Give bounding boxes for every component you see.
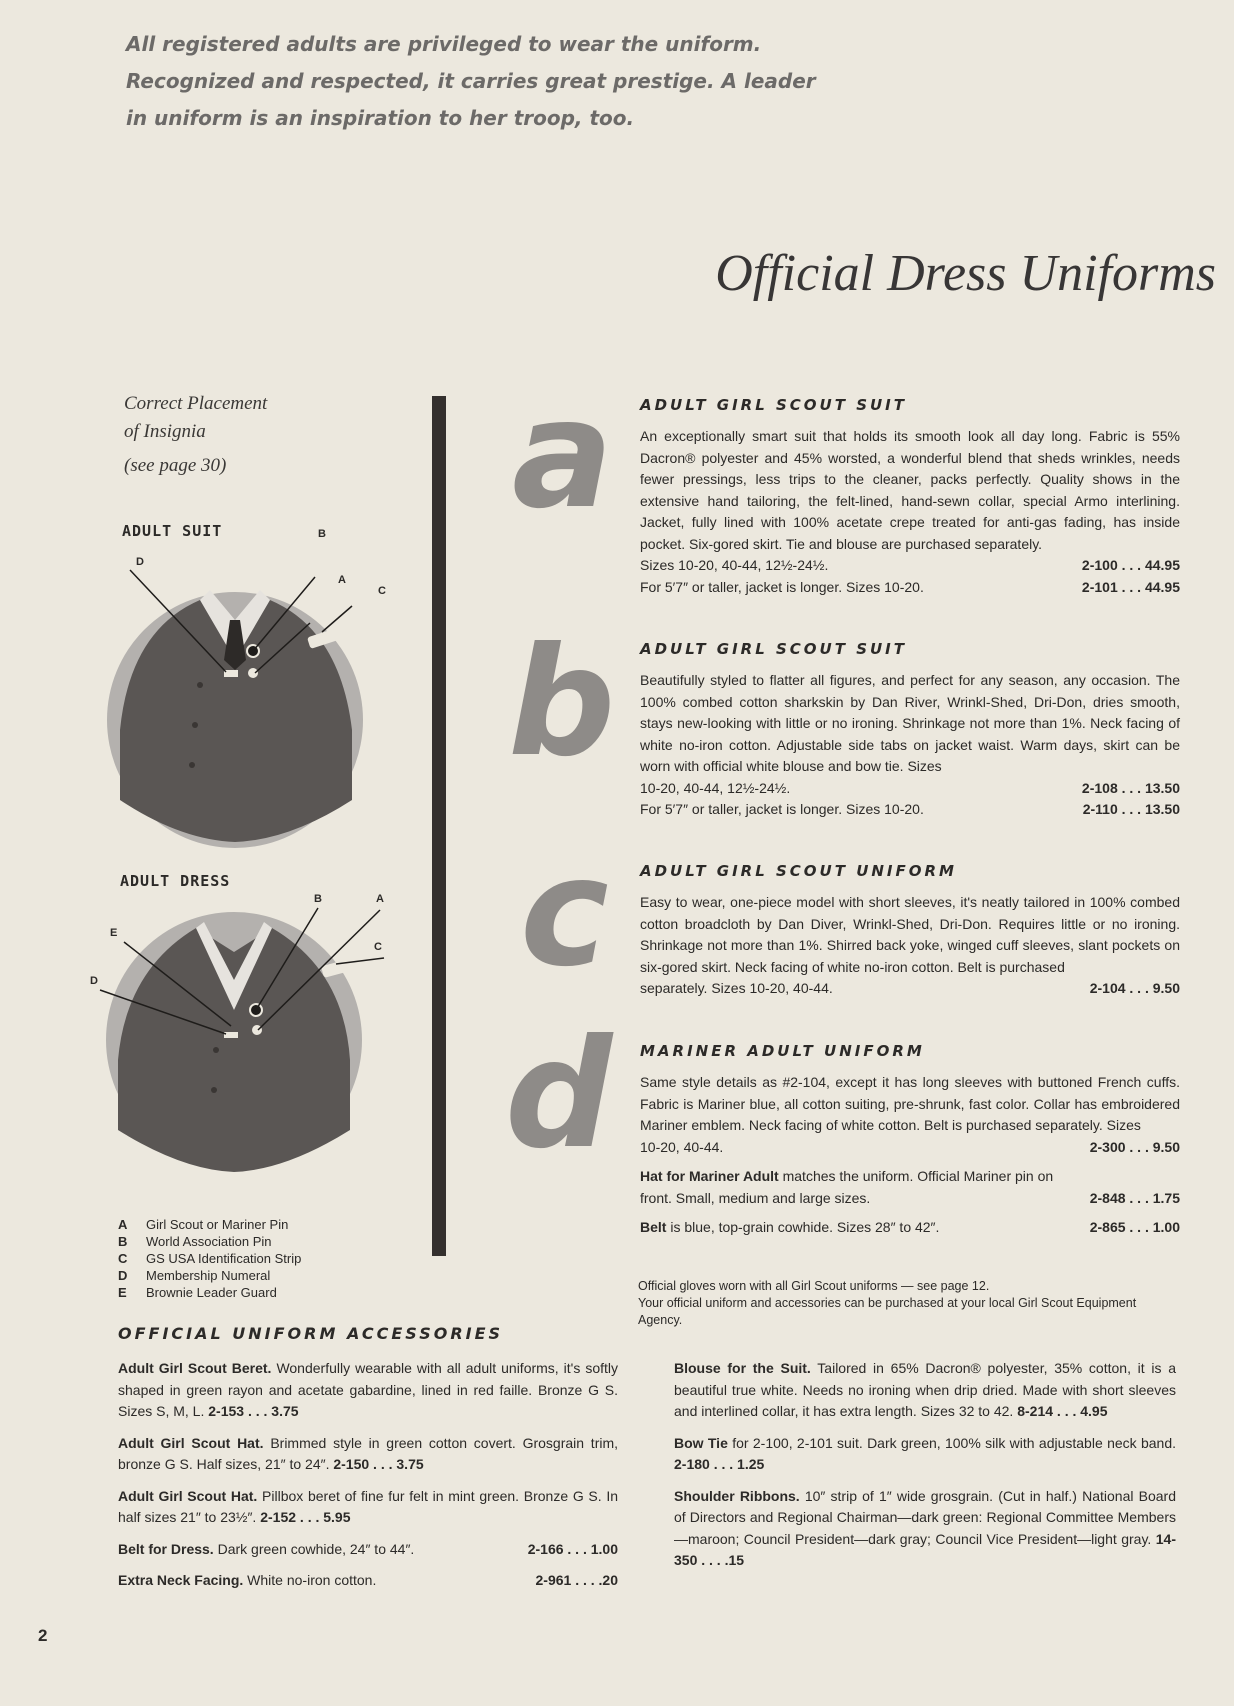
- legend-text: Brownie Leader Guard: [146, 1285, 277, 1300]
- legend-key: B: [118, 1234, 128, 1249]
- price-text: For 5′7″ or taller, jacket is longer. Sizes 10-20.: [640, 578, 924, 595]
- price-code: 2-300 . . . 9.50: [1089, 1138, 1180, 1155]
- item-text: Brimmed style in green cotton covert. Grosgrain trim, bronze G S. Half sizes, 21″ to 24″.: [118, 1434, 619, 1472]
- price-code: 2-110 . . . 13.50: [1082, 801, 1180, 817]
- accessory-item: [118, 1539, 618, 1561]
- page-title: Official Dress Uniforms: [715, 245, 1216, 302]
- product-d-price-row-1: [640, 1137, 1180, 1159]
- legend-text: Membership Numeral: [146, 1268, 271, 1283]
- item-name: Blouse for the Suit.: [674, 1360, 811, 1376]
- price-code: 2-104 . . . 9.50: [1089, 980, 1180, 996]
- item-name: Extra Neck Facing.: [118, 1572, 244, 1588]
- item-code: 2-150 . . . 3.75: [333, 1456, 424, 1472]
- mariner-hat-price-row: [640, 1188, 1180, 1210]
- product-c: [640, 862, 1180, 1000]
- item-code: 2-166 . . . 1.00: [527, 1540, 618, 1557]
- legend-text: World Association Pin: [146, 1234, 272, 1249]
- letter-b: b: [508, 616, 616, 790]
- letter-a: a: [512, 368, 614, 542]
- page-number: 2: [38, 1626, 48, 1645]
- intro-text: [126, 26, 916, 137]
- legend-key: E: [118, 1285, 127, 1300]
- insignia-legend: [118, 1216, 301, 1301]
- dress-marker-b: B: [314, 893, 322, 905]
- price-text: Sizes 10-20, 40-44, 12½-24½.: [640, 557, 829, 573]
- product-d-body: Same style details as #2-104, except it has long sleeves with buttoned French cuffs. Fabric is Mariner blue, all cotton suiting, pre-shrunk, fast color. Collar has embroidered Mariner emblem. Neck facing of white cotton. Belt is purchased separately. Sizes: [640, 1074, 1180, 1133]
- gloves-note: Official gloves worn with all Girl Scout uniforms — see page 12.: [638, 1279, 990, 1293]
- suit-gs-pin: [248, 668, 258, 678]
- mariner-belt-row: [640, 1217, 1180, 1239]
- item-name: Adult Girl Scout Hat.: [118, 1434, 264, 1451]
- item-text: Tailored in 65% Dacron® polyester, 35% cotton, it is a beautiful true white. Needs no ironing when drip dried. Made with short sleeves and interlined collar, it has extra length. Sizes 32 to 42.: [674, 1360, 1177, 1419]
- product-c-body: Easy to wear, one-piece model with short sleeves, it's neatly tailored in 100% combed cotton broadcloth by Dan Diver, Wrinkl-Shed, Dri-Don. Requires little or no ironing. Shrinkage not more than 1%. Shirred back yoke, winged cuff sleeves, slant pockets on six-gored skirt. Neck facing of white no-iron cotton. Belt is purchased: [640, 894, 1180, 975]
- vertical-divider-bar: [432, 396, 446, 1256]
- item-name: Hat for Mariner Adult: [640, 1168, 779, 1184]
- item-name: Bow Tie: [674, 1434, 728, 1451]
- accessory-item: [674, 1433, 1176, 1476]
- accessory-item: [118, 1486, 618, 1529]
- placement-line-1: Correct Placement: [124, 393, 268, 414]
- placement-page-ref: (see page 30): [124, 455, 227, 476]
- item-text: for 2-100, 2-101 suit. Dark green, 100% silk with adjustable neck band.: [732, 1434, 1177, 1451]
- suit-button-2: [192, 722, 198, 728]
- item-code: 8-214 . . . 4.95: [1017, 1403, 1108, 1419]
- placement-caption: [124, 390, 267, 480]
- price-text: For 5′7″ or taller, jacket is longer. Sizes 10-20.: [640, 801, 924, 817]
- suit-marker-d: D: [136, 556, 144, 568]
- dress-marker-a: A: [376, 893, 384, 905]
- accessory-item: [118, 1358, 618, 1423]
- suit-button-3: [189, 762, 195, 768]
- price-text: 10-20, 40-44, 12½-24½.: [640, 779, 791, 796]
- legend-key: A: [118, 1217, 128, 1232]
- purchase-note: Your official uniform and accessories can be purchased at your local Girl Scout Equipment Agency.: [638, 1296, 1137, 1327]
- suit-marker-b: B: [318, 528, 326, 540]
- item-code: 2-961 . . . .20: [535, 1572, 618, 1588]
- dress-button-1: [213, 1047, 219, 1053]
- legend-text: Girl Scout or Mariner Pin: [146, 1217, 289, 1232]
- product-a: [640, 396, 1180, 598]
- purchase-notes: [638, 1278, 1180, 1329]
- accessories-left-column: [118, 1358, 618, 1592]
- item-name: Adult Girl Scout Beret.: [118, 1360, 272, 1376]
- dress-numeral: [224, 1032, 238, 1038]
- product-b-body: Beautifully styled to flatter all figures, and perfect for any season, any occasion. The 100% combed cotton sharkskin by Dan River, Wrinkl-Shed, Dri-Don, dries smooth, stays new-looking with little or no ironing. Shrinkage not more than 1%. Neck facing of white no-iron cotton. Adjustable side tabs on jacket waist. Warm days, skirt can be worn with official white blouse and bow tie. Sizes: [640, 672, 1180, 774]
- price-text: front. Small, medium and large sizes.: [640, 1189, 871, 1206]
- suit-button-1: [197, 682, 203, 688]
- price-code: 2-865 . . . 1.00: [1089, 1219, 1180, 1235]
- adult-suit-diagram: [90, 520, 420, 860]
- product-a-heading: ADULT GIRL SCOUT SUIT: [640, 396, 907, 414]
- suit-marker-c: C: [378, 585, 386, 597]
- item-name: Adult Girl Scout Hat.: [118, 1487, 258, 1504]
- suit-marker-a: A: [338, 574, 346, 586]
- accessories-heading: OFFICIAL UNIFORM ACCESSORIES: [118, 1324, 504, 1343]
- product-a-price-row-2: [640, 577, 1180, 599]
- dress-marker-d: D: [90, 975, 98, 987]
- mariner-hat-item: [640, 1166, 1180, 1188]
- product-b-price-row-2: [640, 799, 1180, 821]
- price-code: 2-848 . . . 1.75: [1089, 1189, 1180, 1206]
- placement-line-2: of Insignia: [124, 421, 206, 442]
- legend-key: C: [118, 1251, 128, 1266]
- item-text: 10″ strip of 1″ wide grosgrain. (Cut in half.) National Board of Directors and Regional Chairman—dark green: Regional Committee Members—maroon; Council President—dark gray; Council Vice President—light gray.: [674, 1487, 1176, 1547]
- price-code: 2-100 . . . 44.95: [1081, 557, 1180, 573]
- item-code: 2-153 . . . 3.75: [208, 1403, 299, 1419]
- item-name: Shoulder Ribbons.: [674, 1487, 800, 1504]
- item-text: is blue, top-grain cowhide. Sizes 28″ to 42″.: [670, 1219, 940, 1235]
- legend-text: GS USA Identification Strip: [146, 1251, 302, 1266]
- legend-row: [118, 1267, 301, 1284]
- item-text: Pillbox beret of fine fur felt in mint green. Bronze G S. In half sizes 21″ to 23½″.: [118, 1487, 619, 1525]
- product-a-body: An exceptionally smart suit that holds its smooth look all day long. Fabric is 55% Dacron® polyester and 45% worsted, a wonderful blend that sheds wrinkles, needs fewer pressings, less trips to the cleaner, packs perfectly. Quality shows in the extensive hand tailoring, the felt-lined, hand-sewn collar, special Armo interlining. Jacket, fully lined with 100% acetate crepe treated for anti-gas fading, has inside pocket. Six-gored skirt. Tie and blouse are purchased separately.: [640, 428, 1180, 552]
- intro-line-2: Recognized and respected, it carries great prestige. A leader: [126, 69, 816, 93]
- legend-row: [118, 1284, 301, 1301]
- product-c-price-row-1: [640, 978, 1180, 1000]
- item-code: 2-180 . . . 1.25: [674, 1456, 765, 1472]
- product-b-heading: ADULT GIRL SCOUT SUIT: [640, 640, 907, 658]
- item-text: Dark green cowhide, 24″ to 44″.: [217, 1540, 415, 1557]
- accessory-item: [674, 1486, 1176, 1572]
- product-b: [640, 640, 1180, 821]
- accessory-item: [118, 1433, 618, 1476]
- accessory-item: [674, 1358, 1176, 1423]
- item-text: Wonderfully wearable with all adult uniforms, it's softly shaped in green rayon and acetate gabardine, lined in red faille. Bronze G S. Sizes S, M, L.: [118, 1360, 619, 1419]
- intro-line-1: All registered adults are privileged to wear the uniform.: [126, 32, 762, 56]
- accessories-right-column: [674, 1358, 1176, 1572]
- adult-dress-diagram: [86, 890, 406, 1210]
- legend-row: [118, 1216, 301, 1233]
- product-a-price-row-1: [640, 555, 1180, 577]
- item-name: Belt for Dress.: [118, 1540, 214, 1557]
- price-text: separately. Sizes 10-20, 40-44.: [640, 980, 833, 996]
- product-d: [640, 1042, 1180, 1239]
- item-text: White no-iron cotton.: [247, 1572, 377, 1588]
- item-code: 14-350 . . . .15: [674, 1530, 1176, 1568]
- legend-key: D: [118, 1268, 128, 1283]
- legend-row: [118, 1250, 301, 1267]
- price-text: 10-20, 40-44.: [640, 1138, 724, 1155]
- item-name: Belt: [640, 1219, 667, 1235]
- adult-dress-label: ADULT DRESS: [120, 872, 231, 890]
- letter-c: c: [520, 826, 609, 1000]
- product-b-price-row-1: [640, 778, 1180, 800]
- adult-suit-label: ADULT SUIT: [122, 522, 223, 540]
- dress-button-2: [211, 1087, 217, 1093]
- dress-marker-e: E: [110, 927, 118, 939]
- legend-row: [118, 1233, 301, 1250]
- item-text: matches the uniform. Official Mariner pin on: [782, 1168, 1054, 1184]
- price-code: 2-101 . . . 44.95: [1081, 578, 1180, 595]
- product-d-heading: MARINER ADULT UNIFORM: [640, 1042, 925, 1060]
- intro-line-3: in uniform is an inspiration to her troop, too.: [126, 106, 635, 130]
- accessory-item: [118, 1570, 618, 1592]
- product-c-heading: ADULT GIRL SCOUT UNIFORM: [640, 862, 957, 880]
- letter-d: d: [505, 1008, 613, 1182]
- item-code: 2-152 . . . 5.95: [260, 1509, 351, 1525]
- dress-marker-c: C: [374, 941, 382, 953]
- price-code: 2-108 . . . 13.50: [1081, 779, 1180, 796]
